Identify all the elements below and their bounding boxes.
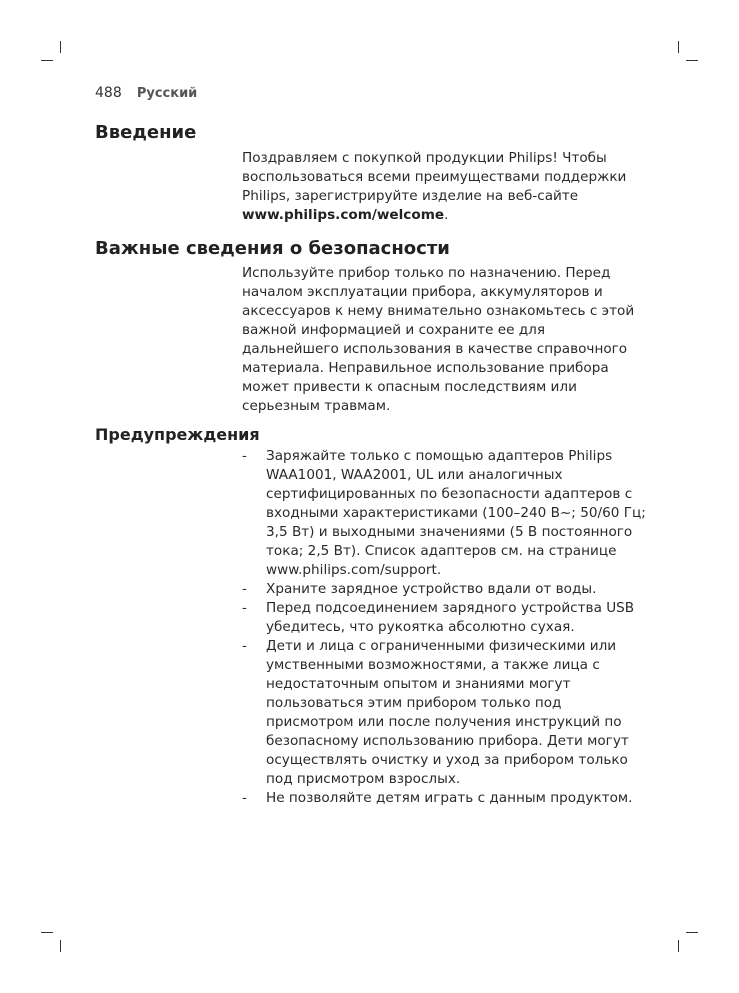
- bullet-dash: -: [242, 448, 247, 464]
- warnings-list: [242, 447, 647, 808]
- list-item: [242, 447, 647, 580]
- crop-mark: [60, 940, 61, 952]
- page-number: 488: [95, 85, 122, 101]
- list-item-text: Храните зарядное устройство вдали от воды.: [266, 581, 597, 597]
- bullet-dash: -: [242, 581, 247, 597]
- list-item: [242, 599, 647, 637]
- safety-paragraph: Используйте прибор только по назначению. Перед началом эксплуатации прибора, аккумуляторов и аксессуаров к нему внимательно ознакомьтесь с этой важной информацией и сохраните ее для дальнейшего использования в качестве справочного материала. Неправильное использование прибора может привести к опасным последствиям или серьезным травмам.: [242, 265, 635, 414]
- safety-heading: Важные сведения о безопасности: [95, 238, 450, 259]
- language-label: Русский: [136, 86, 198, 101]
- bullet-dash: -: [242, 638, 247, 654]
- list-item: [242, 789, 647, 808]
- list-item-text: Дети и лица с ограниченными физическими или умственными возможностями, а также лица с недостаточным опытом и знаниями могут пользоваться этим прибором только под присмотром или после получения инструкций по безопасному использованию прибора. Дети могут осуществлять очистку и уход за прибором только под присмотром взрослых.: [266, 638, 629, 787]
- intro-paragraph: [242, 149, 642, 225]
- crop-mark: [41, 932, 53, 933]
- crop-mark: [678, 41, 679, 53]
- list-item-text: Не позволяйте детям играть с данным продуктом.: [266, 790, 633, 806]
- intro-end: .: [444, 207, 449, 223]
- warnings-heading: Предупреждения: [95, 425, 260, 444]
- crop-mark: [41, 60, 53, 61]
- crop-mark: [678, 940, 679, 952]
- bullet-dash: -: [242, 600, 247, 616]
- crop-mark: [686, 60, 698, 61]
- list-item-text: Перед подсоединением зарядного устройства USB убедитесь, что рукоятка абсолютно сухая.: [266, 600, 635, 635]
- list-item: [242, 637, 647, 789]
- intro-text: Поздравляем с покупкой продукции Philips! Чтобы воспользоваться всеми преимуществами поддержки Philips, зарегистрируйте изделие на веб-сайте: [242, 150, 627, 204]
- list-item: [242, 580, 647, 599]
- crop-mark: [686, 932, 698, 933]
- crop-mark: [60, 41, 61, 53]
- bullet-dash: -: [242, 790, 247, 806]
- page-header: [95, 82, 197, 102]
- list-item-text: Заряжайте только с помощью адаптеров Philips WAA1001, WAA2001, UL или аналогичных сертифицированных по безопасности адаптеров с входными характеристиками (100–240 В~; 50/60 Гц; 3,5 Вт) и выходными значениями (5 В постоянного тока; 2,5 Вт). Список адаптеров см. на странице www.philips.com/support.: [266, 448, 646, 578]
- intro-heading: Введение: [95, 122, 197, 143]
- welcome-link[interactable]: www.philips.com/welcome: [242, 207, 445, 223]
